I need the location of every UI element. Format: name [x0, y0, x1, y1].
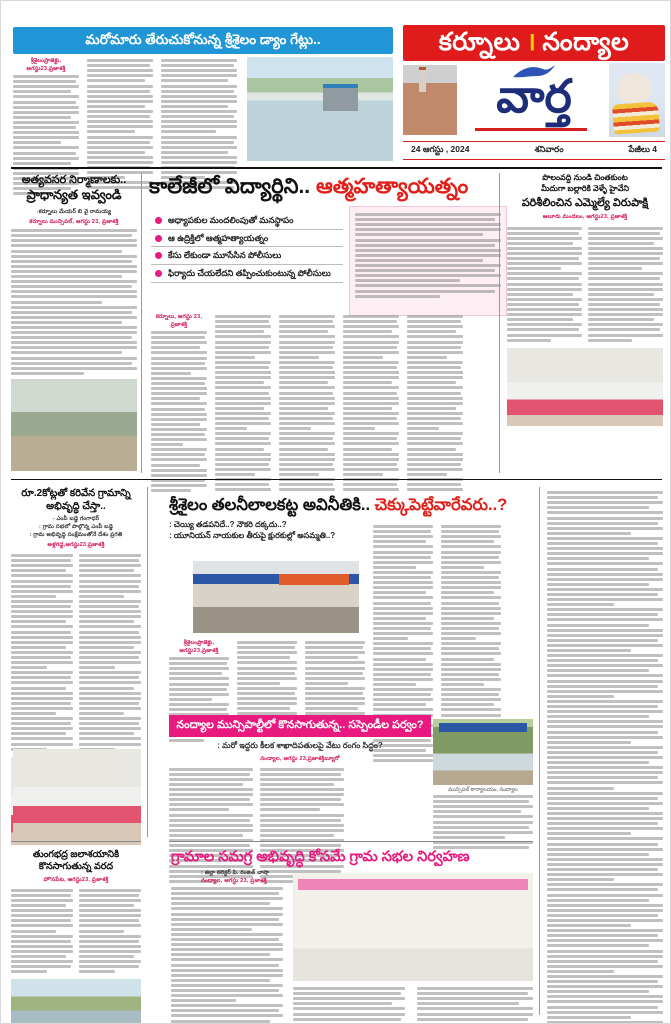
fort-photo [403, 65, 457, 135]
col-right-top-byline: ఆలూరు మండలం, ఆగస్టు23, ప్రజాశక్తి [542, 214, 628, 221]
lead-headline-black: కాలేజీలో విద్యార్థిని.. [149, 175, 311, 198]
municipality-photo-wrap [433, 719, 533, 794]
lead-body-col-4 [343, 313, 399, 493]
bottom-left-byline: హొసపేట, ఆగస్టు23, ప్రజాశక్తి [43, 876, 109, 883]
mid-left-headline-2: అభివృద్ధి చేస్తా.. [46, 501, 106, 512]
grama-sabha-photo [293, 873, 533, 981]
mla-inspection-photo [507, 348, 663, 426]
masthead-date: 24 ఆగస్టు , 2024 [411, 144, 470, 154]
col-left-top-headline-2: ప్రాధాన్యత ఇవ్వండి [26, 187, 122, 203]
bullet-dot-icon [155, 217, 162, 224]
text-block [11, 552, 73, 753]
lead-byline: కర్నూలు, ఆగస్టు 23, ప్రజాశక్తి [155, 314, 203, 328]
text-block [237, 641, 297, 726]
text-block [588, 224, 663, 343]
text-block [151, 331, 207, 492]
mid-lead-dash-2: : యూనియన్ నాయకుల తీరుపై క్షురకుల్లో అసమ్మతి..? [169, 531, 336, 541]
col-left-top-byline: కర్నూలు మున్సిపల్, ఆగస్టు 23, ప్రజాశక్తి [29, 219, 119, 226]
text-block [305, 641, 365, 726]
bullet-label: కేసు లేకుండా మూసేసిన పోలీసులు [168, 250, 282, 261]
bottom-left-headline-1: తుంగభద్ర జలాశయానికి [32, 849, 120, 860]
top-story-col-3 [161, 57, 237, 192]
pink-story-dash: : మరో ఇద్దరు కీలక శాఖాదిపతులపై వేటు రంగం సిద్ధం? [217, 740, 383, 750]
col-right-top [507, 173, 663, 426]
mid-lead-headline-black: శ్రీశైలం తలనీలాలకట్ట అవినీతికి.. [169, 496, 371, 514]
text-block [355, 213, 501, 298]
text-block [87, 59, 153, 189]
edition-karnool: కర్నూలు [438, 28, 521, 56]
mid-left-headline-1: రూ.2కోట్లతో కరివేన గ్రామాన్ని [21, 488, 131, 499]
mid-lead-headline-red: చెక్కుపెట్టేవారేవరు..? [374, 496, 508, 514]
masthead-day: శనివారం [534, 144, 564, 154]
bullet-label: అధ్యాపకుల మందలింపుతో మనస్థాపం [168, 215, 294, 225]
text-block [279, 315, 335, 491]
masthead-main [403, 61, 665, 141]
srisailam-dam-photo [247, 57, 393, 161]
right-column-lower [547, 489, 663, 1024]
col-right-top-headline-3: పరిశీలించిన ఎమ్మెల్యే విరుపాక్షి [521, 196, 649, 209]
list-item [151, 265, 343, 283]
masthead-pages: పేజీలు 4 [628, 144, 657, 154]
text-block [171, 887, 283, 1024]
edition-nandyal: నంద్యాల [542, 28, 630, 56]
divider-bottom-left [11, 841, 141, 842]
bullet-label: ఆ ఉద్రిక్తిలో ఆత్మహత్యాయత్నం [168, 232, 269, 243]
pink-story-banner: నంద్యాల మున్సిపాల్టీలో కొనసాగుతున్న.. సస్పెండీల పర్వం? [169, 715, 431, 737]
divider-vertical-2 [499, 173, 500, 473]
divider-bottom-lead [169, 841, 533, 842]
list-item [151, 230, 343, 248]
bottom-lead-col-1 [171, 885, 283, 1024]
col-left-top-subline: -కర్నూలు మేయర్ బి వై రామయ్య [36, 209, 112, 216]
bull-photo [609, 63, 665, 137]
pink-story-col-3 [433, 793, 533, 851]
bottom-left-story [11, 849, 141, 1024]
divider-top [11, 167, 662, 169]
col-right-top-headline-2: మీదుగా బల్లారికి వెళ్ళే హైవేని [541, 183, 629, 193]
text-block [11, 887, 73, 976]
lead-story [149, 175, 501, 199]
mid-left-subline-2: : గ్రామ సభలో పాల్గొన్న ఎంపీ బడ్జె [38, 524, 114, 530]
municipality-office-photo [433, 719, 533, 785]
masthead-underline [475, 128, 587, 131]
text-block [293, 987, 405, 1024]
bottom-left-headline-2: కొనసాగుతున్న వరద [38, 861, 114, 873]
text-block [343, 315, 399, 491]
text-block [161, 59, 237, 189]
mid-left-byline: ఆళ్లగడ్డ,ఆగస్టు23,ప్రజాశక్తి [47, 542, 105, 548]
bullet-dot-icon [155, 235, 162, 242]
col-right-top-headline-1: పొలంవద్ది నుండి చింతకుంట [542, 173, 628, 182]
bottom-lead-headline: గ్రామాల సమగ్ర అభివృద్ధి కోసమే గ్రామ సభల నిర్వహణ [171, 849, 470, 865]
masthead-editions [403, 25, 665, 61]
lead-body-col-3 [279, 313, 335, 493]
bottom-lead-byline: నంద్యాల, ఆగస్టు 23, ప్రజాశక్తి [201, 878, 267, 885]
lead-body-col-1 [151, 313, 207, 494]
divider-vertical-1 [141, 173, 142, 473]
bullet-label: ఫిర్యాదు చేయలేదని తప్పించుకుంటున్న పోలీసులు [168, 268, 331, 279]
divider-vertical-3 [147, 487, 148, 837]
bottom-lead-col-2 [293, 985, 405, 1024]
text-block [79, 552, 141, 753]
masthead-dateline [403, 141, 665, 160]
municipality-photo-caption: మున్సిపల్ కార్యాలయం, నంద్యాల [448, 787, 518, 793]
mid-left-subline-3: : గ్రామ అభివృద్ధి సంక్షేమంతోనే దేశం ప్రగతి [29, 532, 123, 538]
list-item [151, 247, 343, 265]
text-block [11, 229, 137, 375]
top-story-banner: మరోమారు తేరుచుకోనున్న శ్రీశైలం డ్యాం గేట్లు.. [13, 27, 393, 54]
text-block [215, 315, 271, 491]
press-conference-photo [13, 749, 141, 835]
col-left-top-headline-1: అత్యవసర నిర్మాణాలకు.. [21, 174, 127, 186]
tungabhadra-dam-photo [11, 979, 141, 1024]
edition-divider: । [526, 28, 537, 56]
masthead-title: వార్త [496, 70, 572, 122]
lead-intro-box [349, 206, 507, 316]
bullet-dot-icon [155, 270, 162, 277]
mid-lead-byline: శ్రీశైలంప్రాజెక్టు, ఆగస్టు23,ప్రజాశక్తి [179, 640, 219, 654]
top-story-byline: శ్రీశైలంప్రాజెక్టు, ఆగస్టు23,ప్రజాశక్తి [26, 58, 66, 72]
lead-bullets [151, 212, 343, 283]
top-story-col-2 [87, 57, 153, 192]
field-visit-photo [11, 379, 137, 471]
bullet-dot-icon [155, 252, 162, 259]
bottom-lead-col-3 [417, 985, 533, 1024]
kalyana-katta-shop-photo [193, 561, 359, 633]
masthead [403, 25, 665, 167]
lead-body-col-2 [215, 313, 271, 493]
lead-body-col-5 [407, 313, 463, 493]
list-item [151, 212, 343, 230]
top-story-banner-wrap [13, 27, 393, 54]
text-block [547, 491, 663, 1024]
text-block [79, 887, 141, 976]
divider-mid-1 [11, 479, 662, 480]
text-block [417, 987, 533, 1024]
col-left-top [11, 173, 137, 471]
bottom-lead-subline: : జిల్లా కలెక్టర్ పి. రంజిత్ బాషా [201, 870, 270, 877]
divider-vertical-4 [539, 487, 540, 1015]
lead-headline-red: ఆత్మహత్యాయత్నం [316, 175, 469, 198]
text-block [407, 315, 463, 491]
mid-left-subline-1: - ఎంపీ బడ్జె గంగాధర్ [52, 516, 100, 522]
text-block [507, 224, 582, 343]
pink-story-byline: నంద్యాల, ఆగస్టు 23,ప్రజాశక్తిబ్యూరో [260, 755, 340, 762]
mid-lead-dash-1: : చెయ్యి తడపనిదే..? నౌకరి దక్కదు..? [169, 519, 287, 529]
